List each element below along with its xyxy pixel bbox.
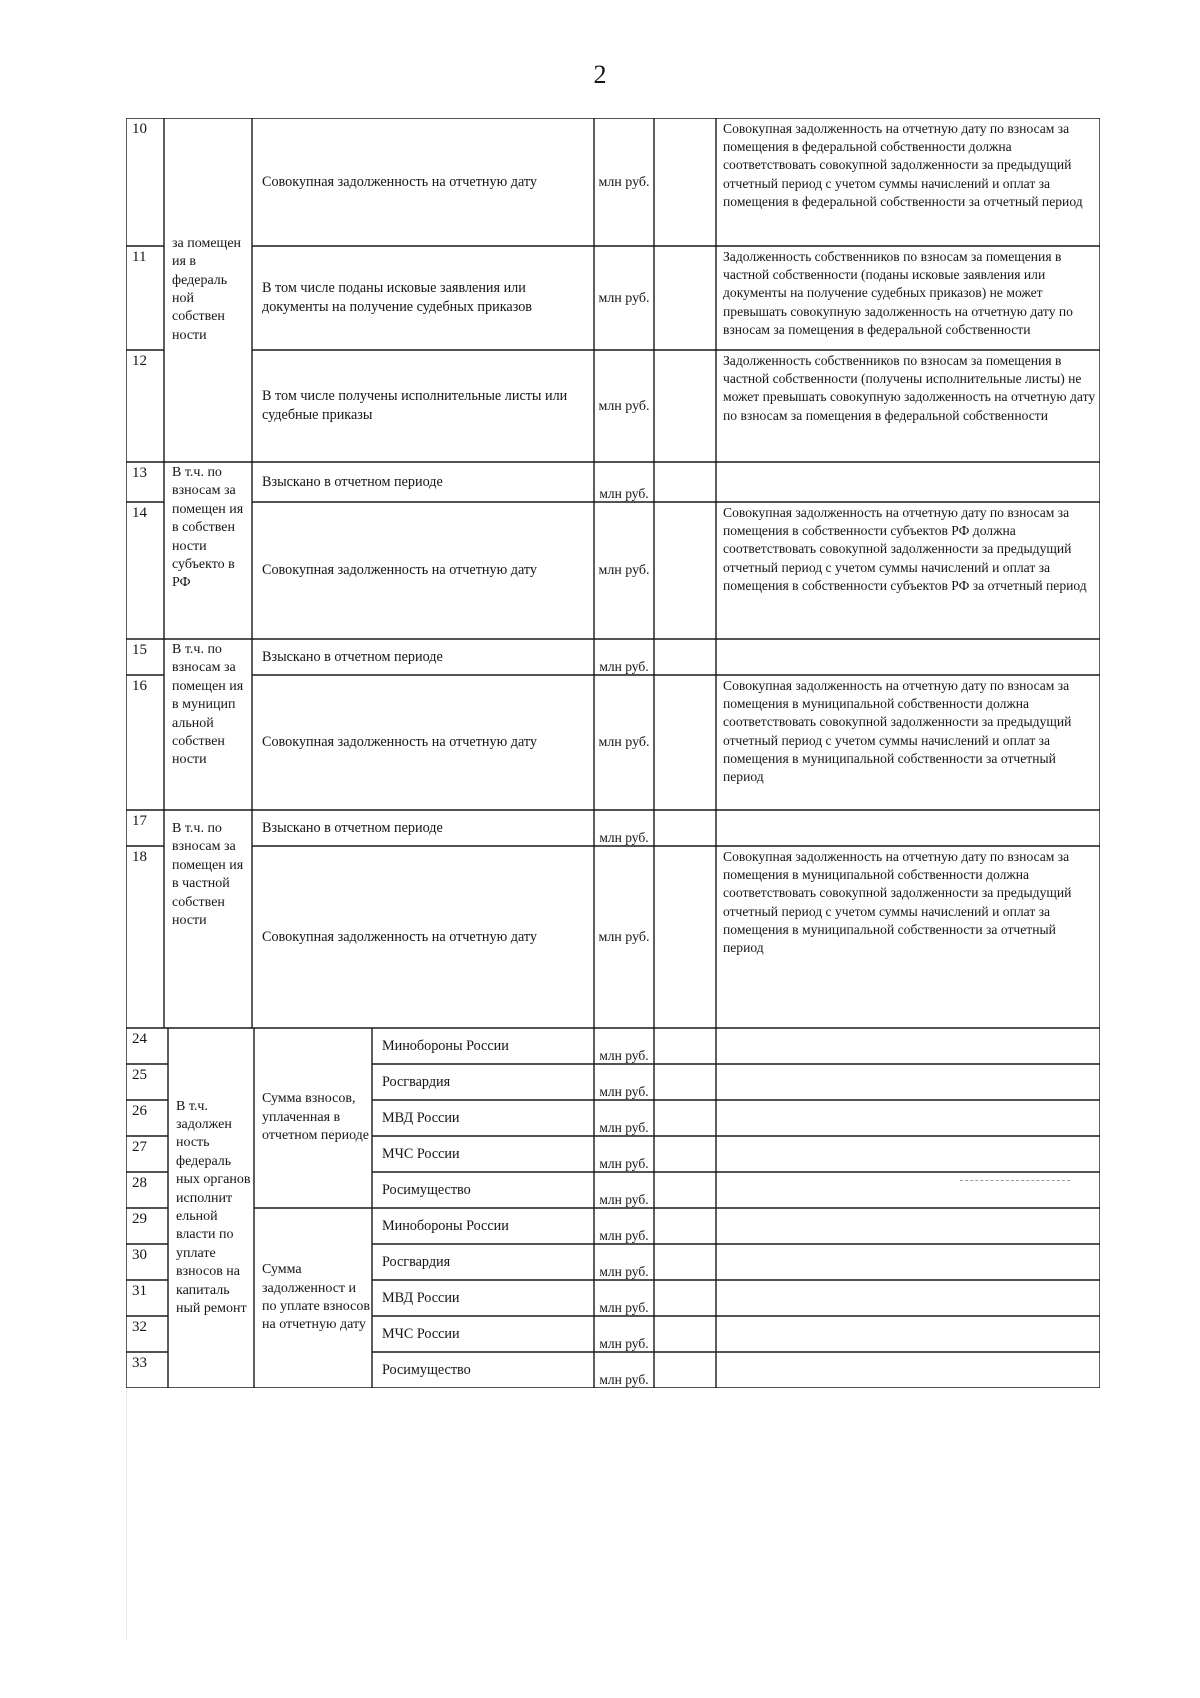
unit-cell: млн руб. [598, 563, 650, 578]
scan-margin-dots [126, 1390, 128, 1640]
row-description: Взыскано в отчетном периоде [262, 819, 443, 836]
unit-cell: млн руб. [599, 1336, 649, 1351]
authority-name: Минобороны России [382, 1037, 509, 1054]
group-private-property: В т.ч. по взносам за помещен ия в частной собствен ности [172, 821, 244, 929]
value-cell[interactable] [654, 1100, 716, 1136]
row-number: 15 [132, 642, 147, 658]
unit-cell: млн руб. [598, 735, 650, 750]
row-number: 33 [132, 1355, 147, 1371]
value-cell[interactable] [654, 639, 716, 675]
unit-cell: млн руб. [598, 929, 650, 945]
row-number: 31 [132, 1283, 147, 1299]
authority-name: МВД России [382, 1109, 460, 1126]
row-description: В том числе поданы исковые заявления или документы на получение судебных приказов [262, 280, 533, 315]
value-cell[interactable] [654, 1316, 716, 1352]
report-table [126, 118, 1100, 1388]
row-description: Взыскано в отчетном периоде [262, 648, 443, 665]
row-number: 13 [132, 465, 147, 481]
unit-cell: млн руб. [599, 1228, 649, 1243]
row-number: 27 [132, 1139, 147, 1155]
row-number: 30 [132, 1247, 147, 1263]
unit-cell: млн руб. [598, 290, 650, 306]
authority-name: МЧС России [382, 1145, 460, 1162]
row-number: 25 [132, 1067, 147, 1083]
authority-name: МВД России [382, 1289, 460, 1306]
group-subject-property: В т.ч. по взносам за помещен ия в собствен ности субъекто в РФ [172, 465, 244, 591]
row-number: 32 [132, 1319, 147, 1335]
row-number: 16 [132, 678, 147, 694]
row-description: Совокупная задолженность на отчетную дату [262, 562, 538, 578]
value-cell[interactable] [654, 1208, 716, 1244]
authority-name: Росимущество [382, 1181, 471, 1198]
control-note: Задолженность собственников по взносам за помещения в частной собственности (поданы исковые заявления или документы на получение судебных приказов) не может превышать совокупную задолженность на отчетную дату по взносам за помещения в федеральной собственности [723, 249, 1073, 337]
row-number: 28 [132, 1175, 147, 1191]
row-number: 26 [132, 1103, 147, 1119]
row-number: 18 [132, 849, 147, 865]
control-note: Совокупная задолженность на отчетную дату по взносам за помещения в собственности субъектов РФ должна соответствовать совокупной задолженности за предыдущий отчетный период с учетом суммы начислений и оплат за помещения в собственности субъектов РФ за отчетный период [723, 505, 1087, 593]
row-number: 10 [132, 121, 147, 137]
row-number: 11 [132, 249, 147, 265]
value-cell[interactable] [654, 246, 716, 350]
unit-cell: млн руб. [599, 1264, 649, 1279]
unit-cell: млн руб. [599, 659, 649, 674]
page-number: 2 [593, 60, 607, 89]
row-description: Совокупная задолженность на отчетную дату [262, 173, 538, 190]
unit-cell: млн руб. [599, 1372, 649, 1387]
row-number: 12 [132, 353, 147, 369]
value-cell[interactable] [654, 675, 716, 810]
authority-name: Росимущество [382, 1361, 471, 1378]
paid-in-period-label: Сумма взносов, уплаченная в отчетном периоде [262, 1091, 370, 1144]
unit-cell: млн руб. [599, 1048, 649, 1063]
unit-cell: млн руб. [599, 1300, 649, 1315]
control-note [716, 639, 1100, 675]
value-cell[interactable] [654, 1352, 716, 1388]
unit-cell: млн руб. [599, 1156, 649, 1171]
value-cell[interactable] [654, 1280, 716, 1316]
control-note [716, 462, 1100, 502]
value-cell[interactable] [654, 1136, 716, 1172]
unit-cell: млн руб. [599, 1120, 649, 1135]
group-federal-authorities: В т.ч. задолжен ность федераль ных органов исполнит ельной власти по уплате взносов на капиталь ный ремонт [176, 1098, 251, 1317]
row-description: В том числе получены исполнительные листы или судебные приказы [262, 388, 568, 423]
row-description: Совокупная задолженность на отчетную дату [262, 734, 538, 750]
authority-name: Росгвардия [382, 1073, 451, 1090]
group-municipal-property: В т.ч. по взносам за помещен ия в муницип альной собствен ности [172, 642, 244, 768]
unit-cell: млн руб. [599, 1084, 649, 1099]
value-cell[interactable] [654, 846, 716, 1028]
control-note [716, 810, 1100, 846]
value-cell[interactable] [654, 810, 716, 846]
value-cell[interactable] [654, 118, 716, 246]
value-cell[interactable] [654, 1028, 716, 1064]
value-cell[interactable] [654, 1244, 716, 1280]
row-number: 29 [132, 1211, 147, 1227]
group-federal-property: за помещен ия в федераль ной собствен ности [172, 235, 242, 343]
scan-artifact-dash [960, 1180, 1070, 1181]
control-note: Совокупная задолженность на отчетную дату по взносам за помещения в федеральной собственности должна соответствовать совокупной задолженности за предыдущий отчетный период с учетом суммы начислений и оплат за помещения в федеральной собственности за отчетный период [723, 121, 1083, 209]
row-number: 14 [132, 505, 147, 521]
unit-cell: млн руб. [599, 486, 649, 501]
row-number: 24 [132, 1031, 147, 1047]
value-cell[interactable] [654, 1172, 716, 1208]
authority-name: Росгвардия [382, 1253, 451, 1270]
debt-on-date-label: Сумма задолженност и по уплате взносов на отчетную дату [262, 1262, 370, 1333]
unit-cell: млн руб. [598, 398, 650, 414]
authority-name: Минобороны России [382, 1217, 509, 1234]
unit-cell: млн руб. [599, 1192, 649, 1207]
row-number: 17 [132, 813, 147, 829]
value-cell[interactable] [654, 462, 716, 502]
authority-name: МЧС России [382, 1325, 460, 1342]
value-cell[interactable] [654, 1064, 716, 1100]
unit-cell: млн руб. [598, 174, 650, 190]
row-description: Совокупная задолженность на отчетную дату [262, 928, 538, 945]
value-cell[interactable] [654, 502, 716, 639]
row-description: Взыскано в отчетном периоде [262, 473, 443, 490]
control-note: Совокупная задолженность на отчетную дату по взносам за помещения в муниципальной собственности должна соответствовать совокупной задолженности за предыдущий отчетный период с учетом суммы начислений и оплат за помещения в муниципальной собственности за отчетный период [723, 678, 1072, 785]
value-cell[interactable] [654, 350, 716, 462]
control-note: Совокупная задолженность на отчетную дату по взносам за помещения в муниципальной собственности должна соответствовать совокупной задолженности за предыдущий отчетный период с учетом суммы начислений и оплат за помещения в муниципальной собственности за отчетный период [723, 849, 1072, 956]
control-note: Задолженность собственников по взносам за помещения в частной собственности (получены исполнительные листы) не может превышать совокупную задолженность на отчетную дату по взносам за помещения в федеральной собственности [723, 353, 1096, 423]
unit-cell: млн руб. [599, 830, 649, 845]
